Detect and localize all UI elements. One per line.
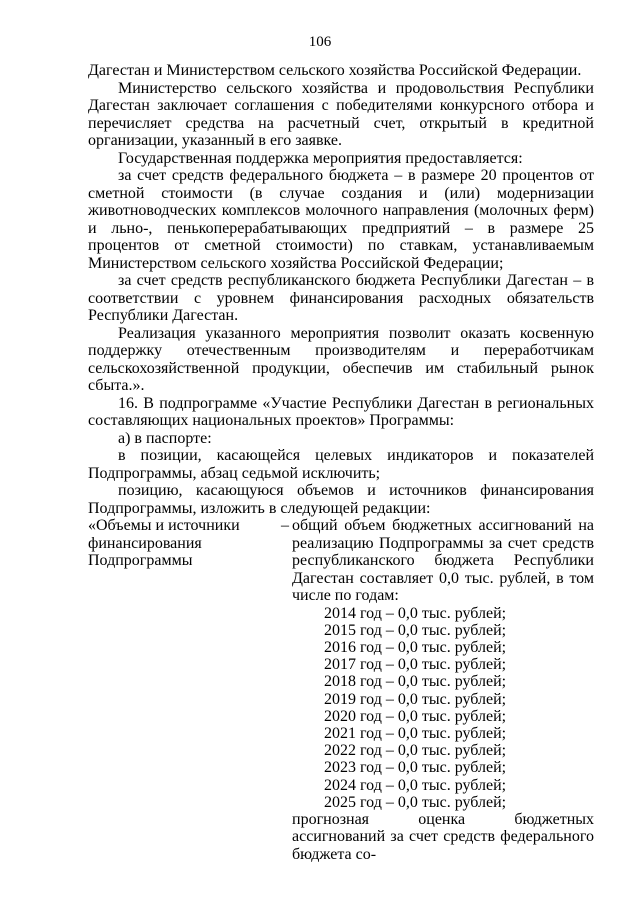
paragraph-8: а) в паспорте: [118, 429, 212, 447]
paragraph-2: Министерство сельского хозяйства и продовольствия Республики Дагестан заключает соглашения с победителями конкурсного отбора и перечисляет средства на расчетный счет, открытый в кредитной организации, указанный в его заявке. [88, 79, 594, 149]
document-body [88, 62, 594, 863]
year-item-2023: 2023 год – 0,0 тыс. рублей; [324, 759, 507, 777]
page-number: 106 [308, 34, 332, 50]
paragraph-1: Дагестан и Министерством сельского хозяйства Российской Федерации. [88, 62, 582, 79]
paragraph-6: Реализация указанного мероприятия позволит оказать косвенную поддержку отечественным производителям и переработчикам сельскохозяйственной продукции, обеспечив им стабильный рынок сбыта.». [88, 324, 594, 394]
funding-details [292, 517, 594, 863]
year-item-2022: 2022 год – 0,0 тыс. рублей; [324, 742, 507, 760]
paragraph-9: в позиции, касающейся целевых индикаторов и показателей Подпрограммы, абзац седьмой исключить; [88, 447, 594, 482]
year-item-2024: 2024 год – 0,0 тыс. рублей; [324, 776, 507, 794]
year-item-2017: 2017 год – 0,0 тыс. рублей; [324, 656, 507, 674]
paragraph-10: позицию, касающуюся объемов и источников финансирования Подпрограммы, изложить в следующей редакции: [88, 482, 594, 517]
funding-intro: общий объем бюджетных ассигнований на реализацию Подпрограммы за счет средств республиканского бюджета Республики Дагестан составляет 0,0 тыс. рублей, в том числе по годам: [292, 517, 594, 604]
paragraph-4: за счет средств федерального бюджета – в размере 20 процентов от сметной стоимости (в случае создания и (или) модернизации животноводческих комплексов молочного направления (молочных ферм) и льно-, пенькоперерабатывающих предприятий – в размере 25 процентов от сметной стоимости) по ставкам, устанавливаемым Министерством сельского хозяйства Российской Федерации; [88, 167, 594, 272]
year-item-2018: 2018 год – 0,0 тыс. рублей; [324, 673, 507, 691]
year-item-2014: 2014 год – 0,0 тыс. рублей; [324, 604, 507, 622]
year-item-2025: 2025 год – 0,0 тыс. рублей; [324, 793, 507, 811]
year-list [324, 605, 594, 811]
paragraph-5: за счет средств республиканского бюджета Республики Дагестан – в соответствии с уровнем финансирования расходных обязательств Республики Дагестан. [88, 272, 594, 324]
year-item-2020: 2020 год – 0,0 тыс. рублей; [324, 707, 507, 725]
funding-label: «Объемы и источники финансирования Подпрограммы [88, 517, 240, 569]
dash-separator: – [281, 517, 289, 534]
year-item-2021: 2021 год – 0,0 тыс. рублей; [324, 724, 507, 742]
paragraph-3: Государственная поддержка мероприятия предоставляется: [118, 149, 523, 167]
funding-table-row [88, 517, 594, 863]
year-item-2016: 2016 год – 0,0 тыс. рублей; [324, 638, 507, 656]
year-item-2015: 2015 год – 0,0 тыс. рублей; [324, 621, 507, 639]
paragraph-7: 16. В подпрограмме «Участие Республики Дагестан в региональных составляющих национальных проектов» Программы: [88, 394, 594, 429]
funding-outro: прогнозная оценка бюджетных ассигнований за счет средств федерального бюджета со- [292, 810, 594, 863]
year-item-2019: 2019 год – 0,0 тыс. рублей; [324, 690, 507, 708]
